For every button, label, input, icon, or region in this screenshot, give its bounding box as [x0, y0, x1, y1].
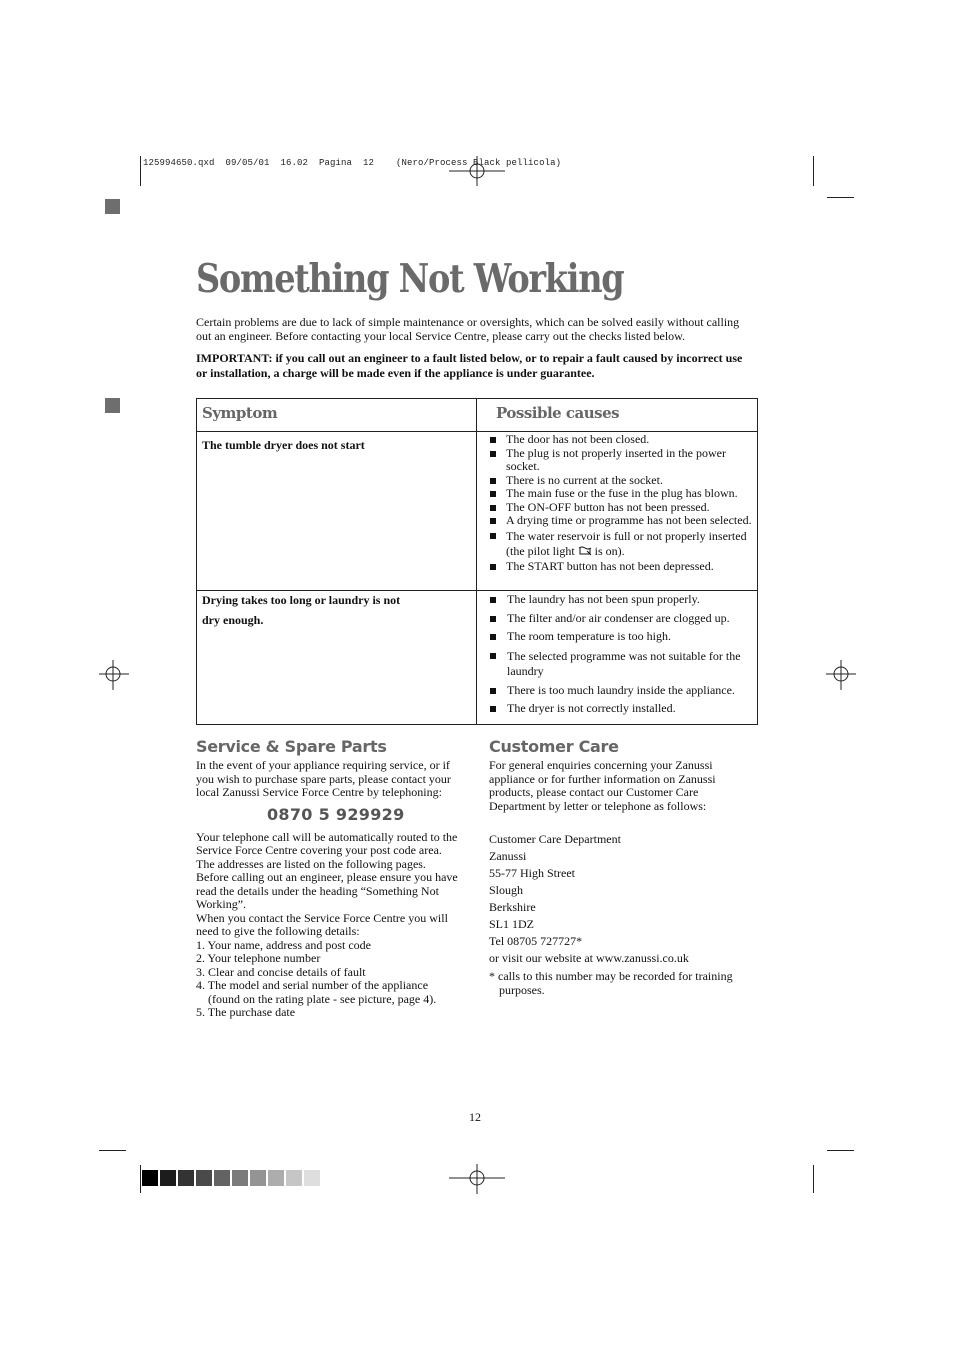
crop-mark	[827, 1150, 854, 1151]
registration-mark-left-icon	[99, 660, 129, 690]
causes-cell	[477, 591, 758, 725]
color-swatch	[286, 1170, 302, 1186]
list-item: The room temperature is too high.	[477, 630, 757, 644]
causes-header-label: Possible causes	[496, 404, 620, 422]
table-row	[197, 432, 758, 591]
detail-item: 4. The model and serial number of the appliance	[196, 978, 429, 992]
service-paragraph: Before calling out an engineer, please ensure you have read the details under the heading “Something Not Working”.	[196, 870, 458, 911]
address-line: Berkshire	[489, 900, 536, 914]
service-paragraph: When you contact the Service Force Centre you will need to give the following details:	[196, 910, 448, 938]
website-line: or visit our website at www.zanussi.co.uk	[489, 951, 689, 965]
bullet-icon	[490, 491, 496, 497]
bullet-icon	[490, 505, 496, 511]
symptom-cell	[197, 591, 477, 725]
customer-care-address	[489, 831, 754, 967]
address-line: Zanussi	[489, 849, 527, 863]
color-swatch	[142, 1170, 158, 1186]
crop-mark	[827, 197, 854, 198]
list-item: The dryer is not correctly installed.	[477, 702, 757, 716]
causes-list	[477, 591, 757, 716]
service-paragraph: The addresses are listed on the following pages.	[196, 856, 426, 871]
list-item: There is no current at the socket.	[477, 474, 757, 488]
address-line: 55-77 High Street	[489, 866, 575, 880]
recording-note-continued: purposes.	[499, 982, 545, 997]
causes-list	[477, 432, 757, 573]
section-marker-icon	[105, 398, 120, 413]
registration-mark-bottom-icon	[449, 1164, 505, 1194]
list-item: The plug is not properly inserted in the power socket.	[477, 447, 757, 474]
bullet-icon	[490, 437, 496, 443]
list-item: The START button has not been depressed.	[477, 560, 757, 574]
crop-mark	[140, 156, 141, 186]
crop-mark	[813, 156, 814, 186]
color-swatch	[160, 1170, 176, 1186]
detail-item: 5. The purchase date	[196, 1005, 296, 1019]
symptom-cell	[197, 432, 477, 591]
symptom-text: Drying takes too long or laundry is not	[202, 593, 401, 607]
customer-care-section	[489, 737, 754, 997]
bullet-icon	[490, 688, 496, 694]
list-item: The main fuse or the fuse in the plug has blown.	[477, 487, 757, 501]
symptom-text: The tumble dryer does not start	[202, 438, 365, 452]
telephone-line: Tel 08705 727727*	[489, 934, 583, 948]
service-phone-number: 0870 5 929929	[267, 804, 405, 824]
list-item: The filter and/or air condenser are clogged up.	[477, 612, 757, 626]
color-swatch	[178, 1170, 194, 1186]
service-paragraph: Your telephone call will be automatically routed to the Service Force Centre covering your post code area.	[196, 829, 458, 857]
causes-cell	[477, 432, 758, 591]
detail-item: 2. Your telephone number	[196, 951, 321, 965]
important-notice: IMPORTANT: if you call out an engineer to a fault listed below, or to repair a fault caused by incorrect use or installation, a charge will be made even if the appliance is under guarantee.	[196, 351, 743, 380]
troubleshooting-table	[196, 398, 758, 725]
registration-mark-right-icon	[826, 660, 856, 690]
crop-mark	[813, 1165, 814, 1193]
service-intro: In the event of your appliance requiring service, or if you wish to purchase spare parts, please contact your local Zanussi Service Force Centre by telephoning:	[196, 758, 451, 799]
bullet-icon	[490, 634, 496, 640]
printer-slug: 125994650.qxd 09/05/01 16.02 Pagina 12 (Nero/Process Black pellicola)	[143, 158, 562, 168]
list-item: The selected programme was not suitable for the laundry	[477, 649, 757, 679]
section-marker-icon	[105, 199, 120, 214]
list-item: The water reservoir is full or not properly inserted (the pilot light is on).	[477, 529, 757, 559]
crop-mark	[140, 1165, 141, 1193]
color-swatch	[268, 1170, 284, 1186]
color-swatch	[196, 1170, 212, 1186]
crop-mark	[99, 1150, 126, 1151]
intro-paragraph: Certain problems are due to lack of simple maintenance or oversights, which can be solved easily without calling out an engineer. Before contacting your local Service Centre, please carry out the checks listed below.	[196, 315, 740, 343]
bullet-icon	[490, 597, 496, 603]
bullet-icon	[490, 706, 496, 712]
list-item: There is too much laundry inside the appliance.	[477, 684, 757, 698]
address-line: SL1 1DZ	[489, 917, 534, 931]
symptom-header-label: Symptom	[202, 404, 278, 422]
address-line: Customer Care Department	[489, 832, 621, 846]
color-swatch	[250, 1170, 266, 1186]
bullet-icon	[490, 616, 496, 622]
bullet-icon	[490, 564, 496, 570]
bullet-icon	[490, 533, 496, 539]
bullet-icon	[490, 653, 496, 659]
registration-mark-top-icon	[449, 156, 505, 186]
recording-note: * calls to this number may be recorded for training	[489, 969, 733, 983]
symptom-text-continued: dry enough.	[202, 613, 264, 627]
color-swatch	[232, 1170, 248, 1186]
service-heading: Service & Spare Parts	[196, 737, 387, 756]
list-item: The ON-OFF button has not been pressed.	[477, 501, 757, 515]
table-row	[197, 591, 758, 725]
list-item: The laundry has not been spun properly.	[477, 593, 757, 607]
bullet-icon	[490, 518, 496, 524]
detail-item: 3. Clear and concise details of fault	[196, 964, 366, 979]
list-item: A drying time or programme has not been selected.	[477, 514, 757, 528]
symptom-header	[197, 399, 477, 432]
bullet-icon	[490, 478, 496, 484]
detail-item: 1. Your name, address and post code	[196, 937, 371, 952]
customer-care-intro: For general enquiries concerning your Zanussi appliance or for further information on Zanussi products, please contact our Customer Care Department by letter or telephone as follows:	[489, 758, 716, 813]
page-title: Something Not Working	[196, 256, 624, 302]
page-number: 12	[469, 1110, 481, 1124]
bullet-icon	[490, 451, 496, 457]
color-swatch	[214, 1170, 230, 1186]
color-swatch	[304, 1170, 320, 1186]
customer-care-heading: Customer Care	[489, 737, 619, 756]
list-item: The door has not been closed.	[477, 433, 757, 447]
water-reservoir-light-icon	[578, 545, 592, 556]
causes-header	[477, 399, 758, 432]
address-line: Slough	[489, 883, 524, 897]
service-section	[196, 737, 466, 1020]
detail-item-continued: (found on the rating plate - see picture, page 4).	[208, 991, 437, 1006]
